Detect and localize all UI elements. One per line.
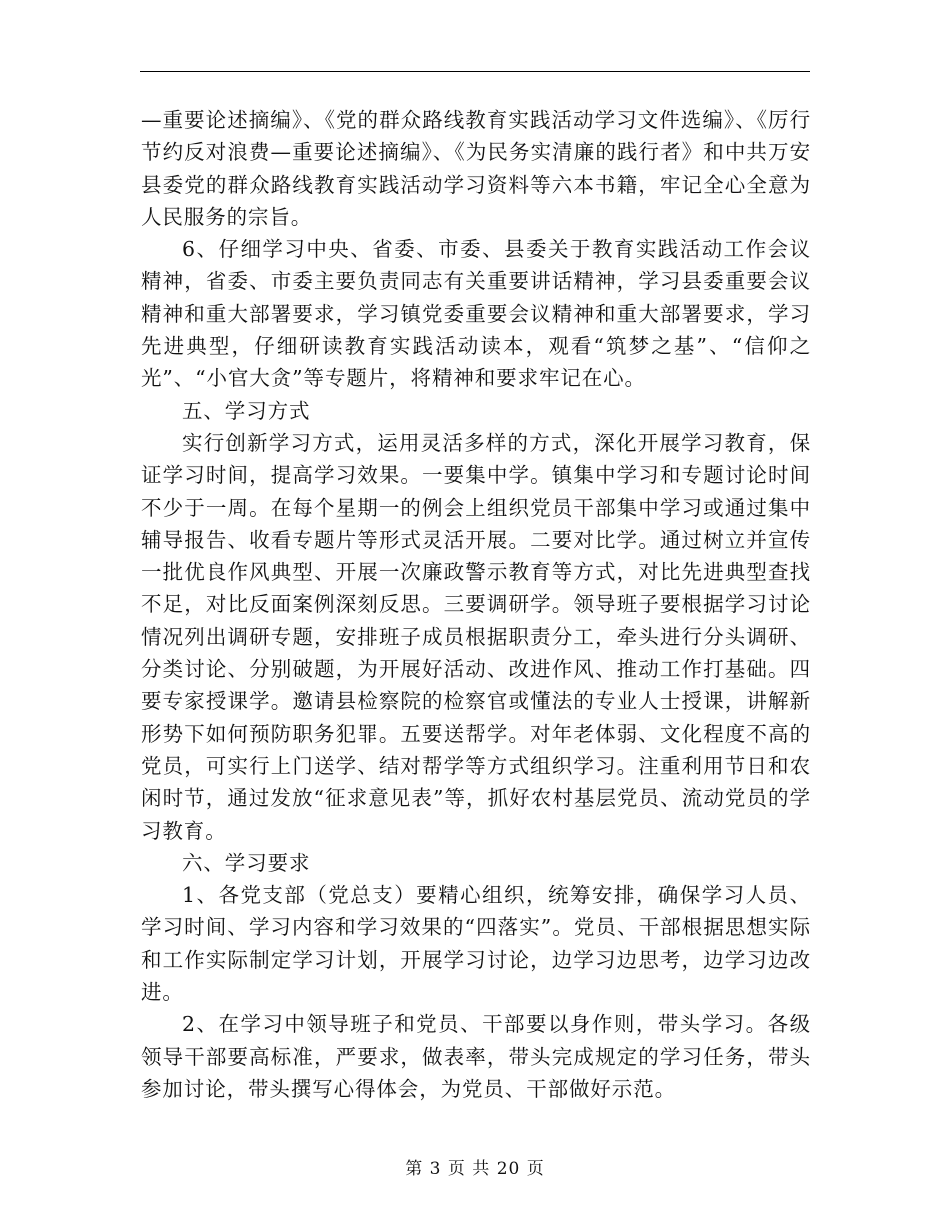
document-body [141, 104, 811, 1105]
header-rule [140, 71, 810, 72]
section-heading-study-methods: 五、学习方式 [182, 398, 311, 423]
paragraph-continuation: —重要论述摘编》、《党的群众路线教育实践活动学习文件选编》、《厉行节约反对浪费—重要论述摘编》、《为民务实清廉的践行者》和中共万安县委党的群众路线教育实践活动学习资料等六本书籍，牢记全心全意为人民服务的宗旨。 [141, 108, 811, 229]
page-number-footer: 第 3 页 共 20 页 [405, 1159, 545, 1179]
paragraph-requirement-1: 1、各党支部（党总支）要精心组织，统筹安排，确保学习人员、学习时间、学习内容和学习效果的“四落实”。党员、干部根据思想实际和工作实际制定学习计划，开展学习讨论，边学习边思考，边学习边改进。 [141, 883, 811, 1005]
paragraph-study-methods: 实行创新学习方式，运用灵活多样的方式，深化开展学习教育，保证学习时间，提高学习效果。一要集中学。镇集中学习和专题讨论时间不少于一周。在每个星期一的例会上组织党员干部集中学习或通过集中辅导报告、收看专题片等形式灵活开展。二要对比学。通过树立并宣传一批优良作风典型、开展一次廉政警示教育等方式，对比先进典型查找不足，对比反面案例深刻反思。三要调研学。领导班子要根据学习讨论情况列出调研专题，安排班子成员根据职责分工，牵头进行分头调研、分类讨论、分别破题，为开展好活动、改进作风、推动工作打基础。四要专家授课学。邀请县检察院的检察官或懂法的专业人士授课，讲解新形势下如何预防职务犯罪。五要送帮学。对年老体弱、文化程度不高的党员，可实行上门送学、结对帮学等方式组织学习。注重利用节日和农闲时节，通过发放“征求意见表”等，抓好农村基层党员、流动党员的学习教育。 [141, 430, 811, 843]
paragraph-item-6: 6、仔细学习中央、省委、市委、县委关于教育实践活动工作会议精神，省委、市委主要负责同志有关重要讲话精神，学习县委重要会议精神和重大部署要求，学习镇党委重要会议精神和重大部署要求，学习先进典型，仔细研读教育实践活动读本，观看“筑梦之基”、“信仰之光”、“小官大贪”等专题片，将精神和要求牢记在心。 [141, 237, 811, 391]
paragraph-requirement-2: 2、在学习中领导班子和党员、干部要以身作则，带头学习。各级领导干部要高标准，严要求，做表率，带头完成规定的学习任务，带头参加讨论，带头撰写心得体会，为党员、干部做好示范。 [141, 1012, 811, 1101]
section-heading-study-requirements: 六、学习要求 [182, 850, 311, 875]
